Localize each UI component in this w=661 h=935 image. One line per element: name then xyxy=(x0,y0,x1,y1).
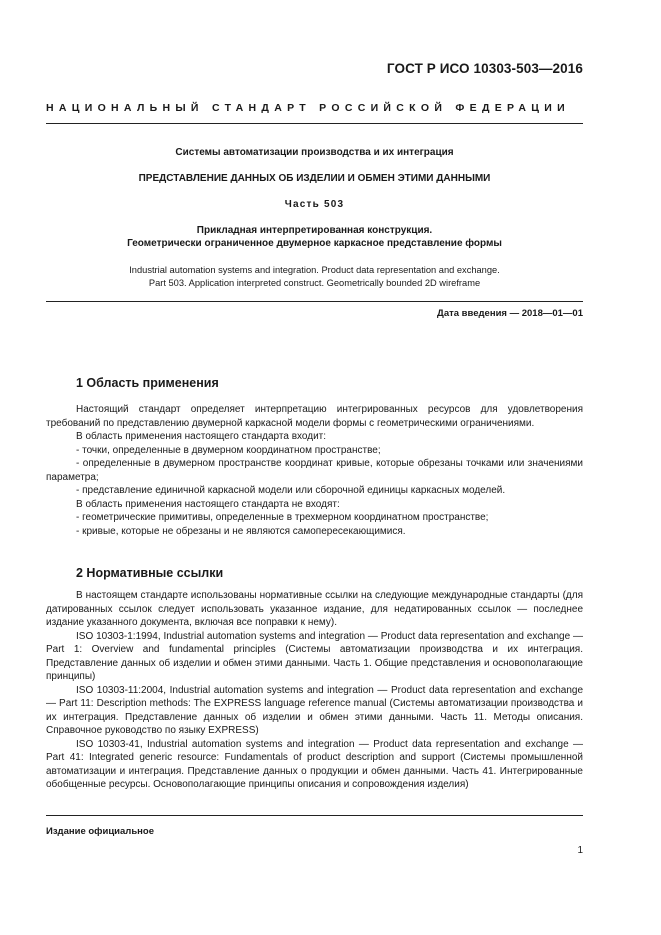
reference-entry: ISO 10303-1:1994, Industrial automation systems and integration — Product data representation and exchange — Part 1: Overview and fundamental principles (Системы автоматизации производства и их интеграция. Представление данных об изделии и обмен этими данными. Часть 1. Общие представления и основополагающие принципы) xyxy=(46,630,583,682)
reference-entry: ISO 10303-41, Industrial automation systems and integration — Product data representation and exchange — Part 41: Integrated generic resource: Fundamentals of product description and support (Системы промышленной автоматизации и интеграция. Представление данных о продукции и обмен данными. Часть 41. Интегрированные обобщенные ресурсы. Основополагающие принципы описания и сопровождения изделия) xyxy=(46,738,583,790)
english-title-line-1: Industrial automation systems and integration. Product data representation and exchange. xyxy=(129,265,500,275)
paragraph: Настоящий стандарт определяет интерпретацию интегрированных ресурсов для удовлетворения требований по представлению двумерной каркасной модели формы с геометрическими ограничениями. xyxy=(46,404,583,429)
list-item: - определенные в двумерном пространстве координат кривые, которые обрезаны точками или значениями параметра; xyxy=(46,458,583,483)
page-number: 1 xyxy=(577,845,583,856)
series-title: Системы автоматизации производства и их интеграция xyxy=(175,147,454,158)
subtitle-line-1: Прикладная интерпретированная конструкция. xyxy=(196,225,433,236)
standard-code: ГОСТ Р ИСО 10303-503—2016 xyxy=(386,61,583,76)
paragraph: В настоящем стандарте использованы нормативные ссылки на следующие международные стандарты (для датированных ссылок следует использовать указанное издание, для недатированных ссылок — последнее издание указанного документа, включая все поправки к нему). xyxy=(46,590,583,628)
paragraph: В область применения настоящего стандарта входит: xyxy=(76,431,327,442)
effective-date: Дата введения — 2018—01—01 xyxy=(437,308,583,319)
english-title-line-2: Part 503. Application interpreted construct. Geometrically bounded 2D wireframe xyxy=(148,278,481,288)
list-item: - кривые, которые не обрезаны и не являются самопересекающимися. xyxy=(76,525,406,537)
header-rule xyxy=(46,123,583,124)
list-item: - представление единичной каркасной модели или сборочной единицы каркасных моделей. xyxy=(76,485,506,496)
title-rule xyxy=(46,301,583,302)
section-1-heading: 1 Область применения xyxy=(76,376,219,390)
part-number: Часть 503 xyxy=(284,199,345,210)
edition-label: Издание официальное xyxy=(46,826,154,837)
reference-entry: ISO 10303-11:2004, Industrial automation systems and integration — Product data representation and exchange — Part 11: Description methods: The EXPRESS language reference manual (Системы автоматизации производства и их интеграция. Представление данных об изделии и обмен этими данными. Часть 11. Методы описания. Справочное руководство по языку EXPRESS) xyxy=(46,684,583,736)
section-1-body xyxy=(46,403,583,538)
subtitle-line-2: Геометрически ограниченное двумерное каркасное представление формы xyxy=(127,238,502,249)
list-item: - точки, определенные в двумерном координатном пространстве; xyxy=(76,444,381,456)
national-standard-title: НАЦИОНАЛЬНЫЙ СТАНДАРТ РОССИЙСКОЙ ФЕДЕРАЦИИ xyxy=(46,102,570,114)
section-2-body xyxy=(46,589,583,792)
paragraph: В область применения настоящего стандарта не входят: xyxy=(76,498,340,510)
section-2-heading: 2 Нормативные ссылки xyxy=(76,566,224,580)
main-title: ПРЕДСТАВЛЕНИЕ ДАННЫХ ОБ ИЗДЕЛИИ И ОБМЕН ЭТИМИ ДАННЫМИ xyxy=(138,173,491,184)
footer-rule xyxy=(46,815,583,816)
list-item: - геометрические примитивы, определенные в трехмерном координатном пространстве; xyxy=(76,512,489,523)
